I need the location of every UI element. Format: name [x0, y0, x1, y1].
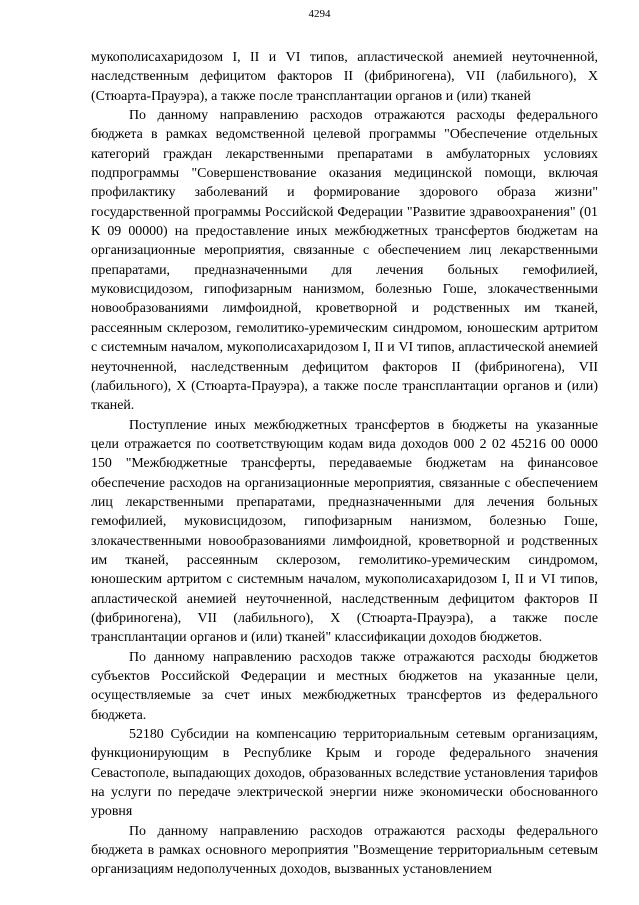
paragraph-regional-budgets: По данному направлению расходов также отражаются расходы бюджетов субъектов Российской Федерации и местных бюджетов на указанные цели, осуществляемые за счет иных межбюджетных трансфертов из федерального бюджета.	[91, 649, 598, 723]
document-body	[91, 48, 598, 880]
paragraph-revenue-codes: Поступление иных межбюджетных трансфертов в бюджеты на указанные цели отражается по соответствующим кодам вида доходов 000 2 02 45216 00 0000 150 "Межбюджетные трансферты, передаваемые бюджетам на финансовое обеспечение расходов на организационные мероприятия, связанные с обеспечением лиц лекарственными препаратами, предназначенными для лечения больных гемофилией, муковисцидозом, гипофизарным нанизмом, болезнью Гоше, злокачественными новообразованиями лимфоидной, кроветворной и родственных им тканей, рассеянным склерозом, гемолитико-уремическим синдромом, юношеским артритом с системным началом, мукополисахаридозом I, II и VI типов, апластической анемией неуточненной, наследственным дефицитом факторов II (фибриногена), VII (лабильного), X (Стюарта-Прауэра), а также после трансплантации органов и (или) тканей" классификации доходов бюджетов.	[91, 417, 598, 646]
page-number: 4294	[308, 8, 331, 20]
paragraph-continuation: мукополисахаридозом I, II и VI типов, апластической анемией неуточненной, наследственным дефицитом факторов II (фибриногена), VII (лабильного), X (Стюарта-Прауэра), а также после трансплантации органов и (или) тканей	[91, 50, 598, 104]
paragraph-subsidy-52180: 52180 Субсидии на компенсацию территориальным сетевым организациям, функционирующим в Республике Крым и городе федерального значения Севастополе, выпадающих доходов, образованных вследствие установления тарифов на услуги по передаче электрической энергии ниже экономически обоснованного уровня	[91, 727, 598, 820]
paragraph-expense-description: По данному направлению расходов отражаются расходы федерального бюджета в рамках ведомственной целевой программы "Обеспечение отдельных категорий граждан лекарственными препаратами в амбулаторных условиях подпрограммы "Совершенствование оказания медицинской помощи, включая профилактику заболеваний и формирование здорового образа жизни" государственной программы Российской Федерации "Развитие здравоохранения" (01 К 09 00000) на предоставление иных межбюджетных трансфертов бюджетам на организационные мероприятия, связанные с обеспечением лиц лекарственными препаратами, предназначенными для лечения больных гемофилией, муковисцидозом, гипофизарным нанизмом, болезнью Гоше, злокачественными новообразованиями лимфоидной, кроветворной и родственных им тканей, рассеянным склерозом, гемолитико-уремическим синдромом, юношеским артритом с системным началом, мукополисахаридозом I, II и VI типов, апластической анемией неуточненной, наследственным дефицитом факторов II (фибриногена), VII (лабильного), X (Стюарта-Прауэра), а также после трансплантации органов и (или) тканей.	[91, 108, 598, 414]
paragraph-expense-main-activity: По данному направлению расходов отражаются расходы федерального бюджета в рамках основного мероприятия "Возмещение территориальным сетевым организациям недополученных доходов, вызванных установлением	[91, 823, 598, 878]
